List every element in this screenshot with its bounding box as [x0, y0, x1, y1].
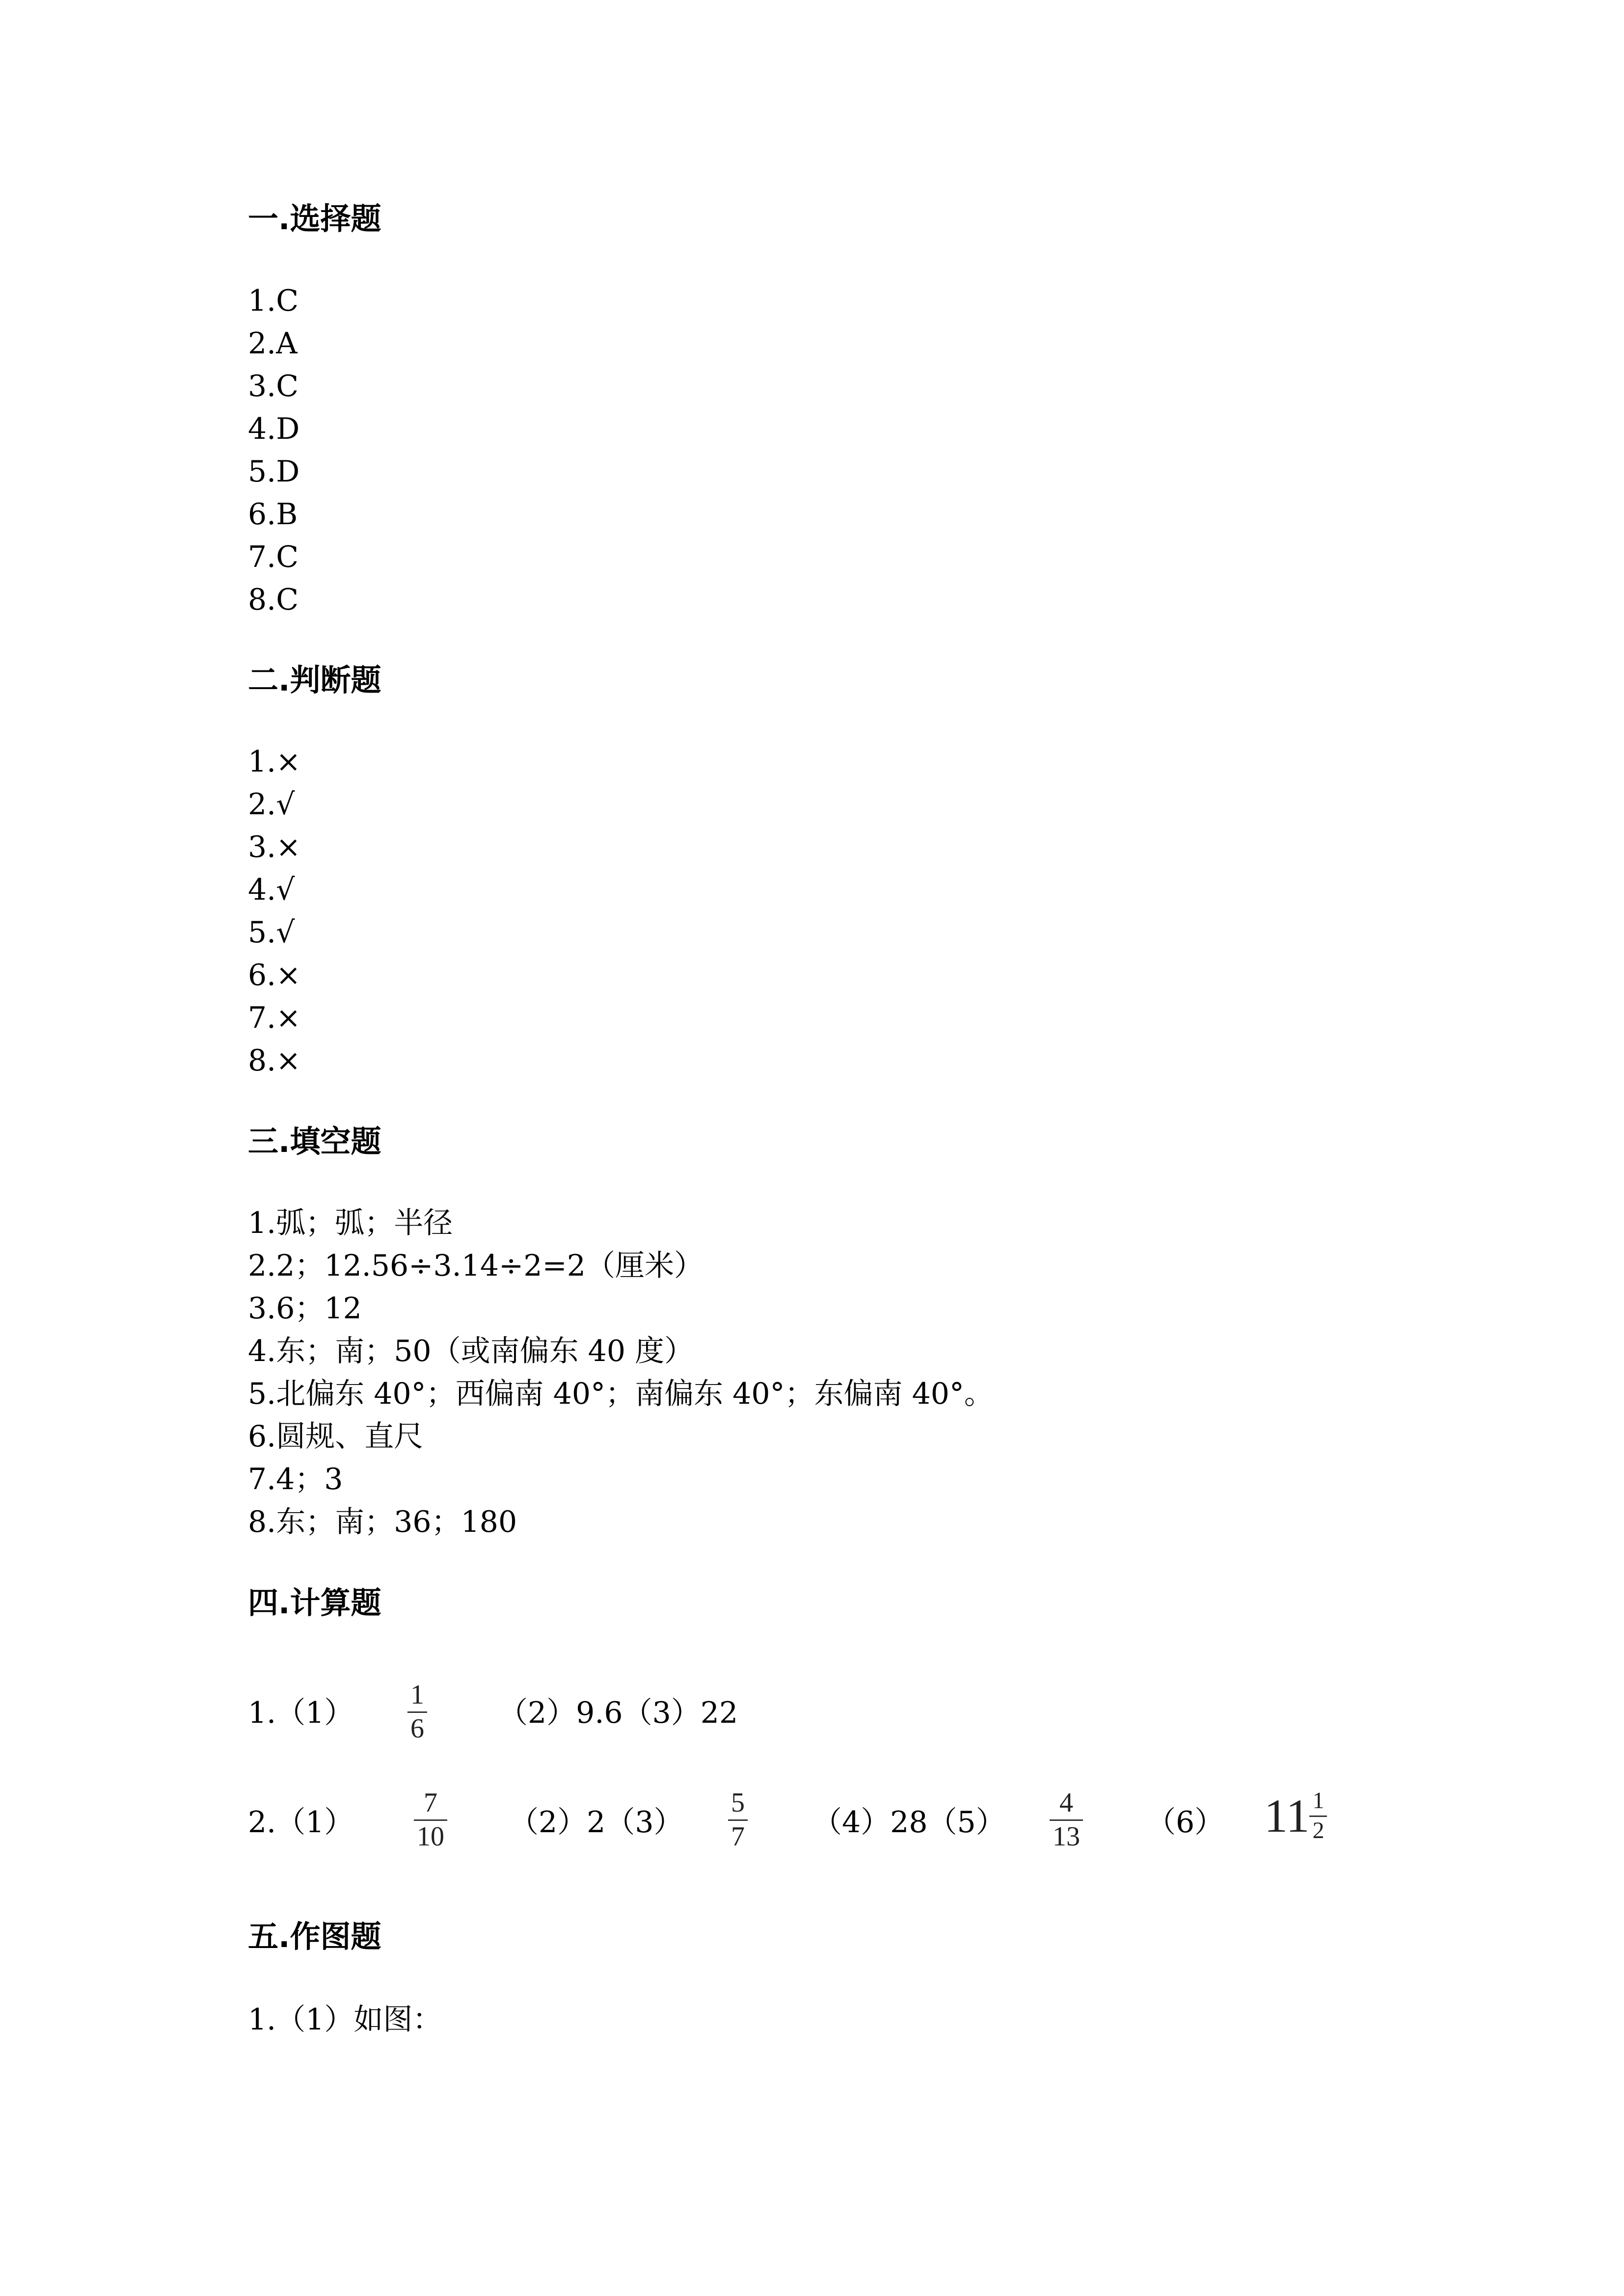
fraction	[407, 1681, 427, 1742]
fraction-bar	[728, 1819, 748, 1821]
list-item: 8.×	[248, 1043, 301, 1078]
fraction-numerator: 1	[410, 1680, 424, 1710]
list-item: 6.B	[248, 497, 298, 532]
fraction-denominator: 7	[731, 1821, 745, 1852]
list-item: 7.C	[248, 540, 299, 574]
fraction	[1050, 1789, 1083, 1850]
section-title-calc: 四.计算题	[248, 1585, 381, 1621]
section-title-choice: 一.选择题	[248, 201, 381, 237]
list-item: 4.√	[248, 873, 295, 907]
fill-answers-list	[248, 1208, 994, 1550]
section-title-draw: 五.作图题	[248, 1919, 381, 1954]
fraction-denominator: 6	[410, 1713, 424, 1744]
list-item: 6.×	[248, 958, 301, 992]
list-item: 4.D	[248, 412, 300, 446]
calc-2-mid1: （2）2（3）	[509, 1805, 683, 1840]
list-item: 5.D	[248, 454, 300, 489]
calc-1-prefix: 1.（1）	[248, 1696, 354, 1730]
fraction-denominator: 10	[417, 1821, 444, 1852]
list-item: 1.弧；弧；半径	[248, 1206, 453, 1240]
fraction-bar	[1050, 1819, 1083, 1821]
list-item: 2.√	[248, 787, 295, 822]
fraction-bar	[414, 1819, 447, 1821]
list-item: 8.东；南；36；180	[248, 1505, 517, 1539]
mixed-whole: 11	[1264, 1789, 1310, 1842]
list-item: 3.6；12	[248, 1291, 362, 1326]
fraction-denominator: 2	[1312, 1817, 1325, 1843]
fraction-numerator: 1	[1312, 1788, 1325, 1814]
list-item: 7.4；3	[248, 1462, 343, 1496]
list-item: 3.×	[248, 830, 301, 864]
fraction-bar	[407, 1711, 427, 1713]
list-item: 5.北偏东 40°；西偏南 40°；南偏东 40°；东偏南 40°。	[248, 1377, 994, 1411]
list-item: 1.C	[248, 284, 299, 318]
fraction-numerator: 7	[424, 1788, 437, 1818]
list-item: 4.东；南；50（或南偏东 40 度）	[248, 1334, 694, 1368]
calc-1-rest: （2）9.6（3）22	[498, 1696, 738, 1730]
section-title-fill: 三.填空题	[248, 1123, 381, 1159]
list-item: 1.（1）如图：	[248, 2002, 442, 2037]
list-item: 3.C	[248, 369, 299, 403]
fraction-numerator: 5	[731, 1788, 745, 1818]
mixed-number	[1264, 1789, 1327, 1842]
fraction	[728, 1789, 748, 1850]
list-item: 7.×	[248, 1001, 301, 1035]
list-item: 1.×	[248, 745, 301, 779]
list-item: 8.C	[248, 583, 299, 617]
list-item: 6.圆规、直尺	[248, 1419, 424, 1454]
fraction	[1309, 1789, 1327, 1842]
calc-2-mid2: （4）28（5）	[812, 1805, 1005, 1840]
fraction-denominator: 13	[1053, 1821, 1080, 1852]
choice-answers-list	[248, 286, 299, 628]
section-title-judge: 二.判断题	[248, 662, 381, 698]
list-item: 2.A	[248, 326, 298, 361]
fraction	[414, 1789, 447, 1850]
judge-answers-list	[248, 747, 301, 1089]
fraction-bar	[1309, 1815, 1327, 1817]
fraction-numerator: 4	[1059, 1788, 1073, 1818]
list-item: 2.2；12.56÷3.14÷2=2（厘米）	[248, 1249, 704, 1283]
list-item: 5.√	[248, 915, 295, 950]
calc-2-prefix: 2.（1）	[248, 1805, 354, 1840]
calc-2-mid3: （6）	[1146, 1805, 1224, 1840]
